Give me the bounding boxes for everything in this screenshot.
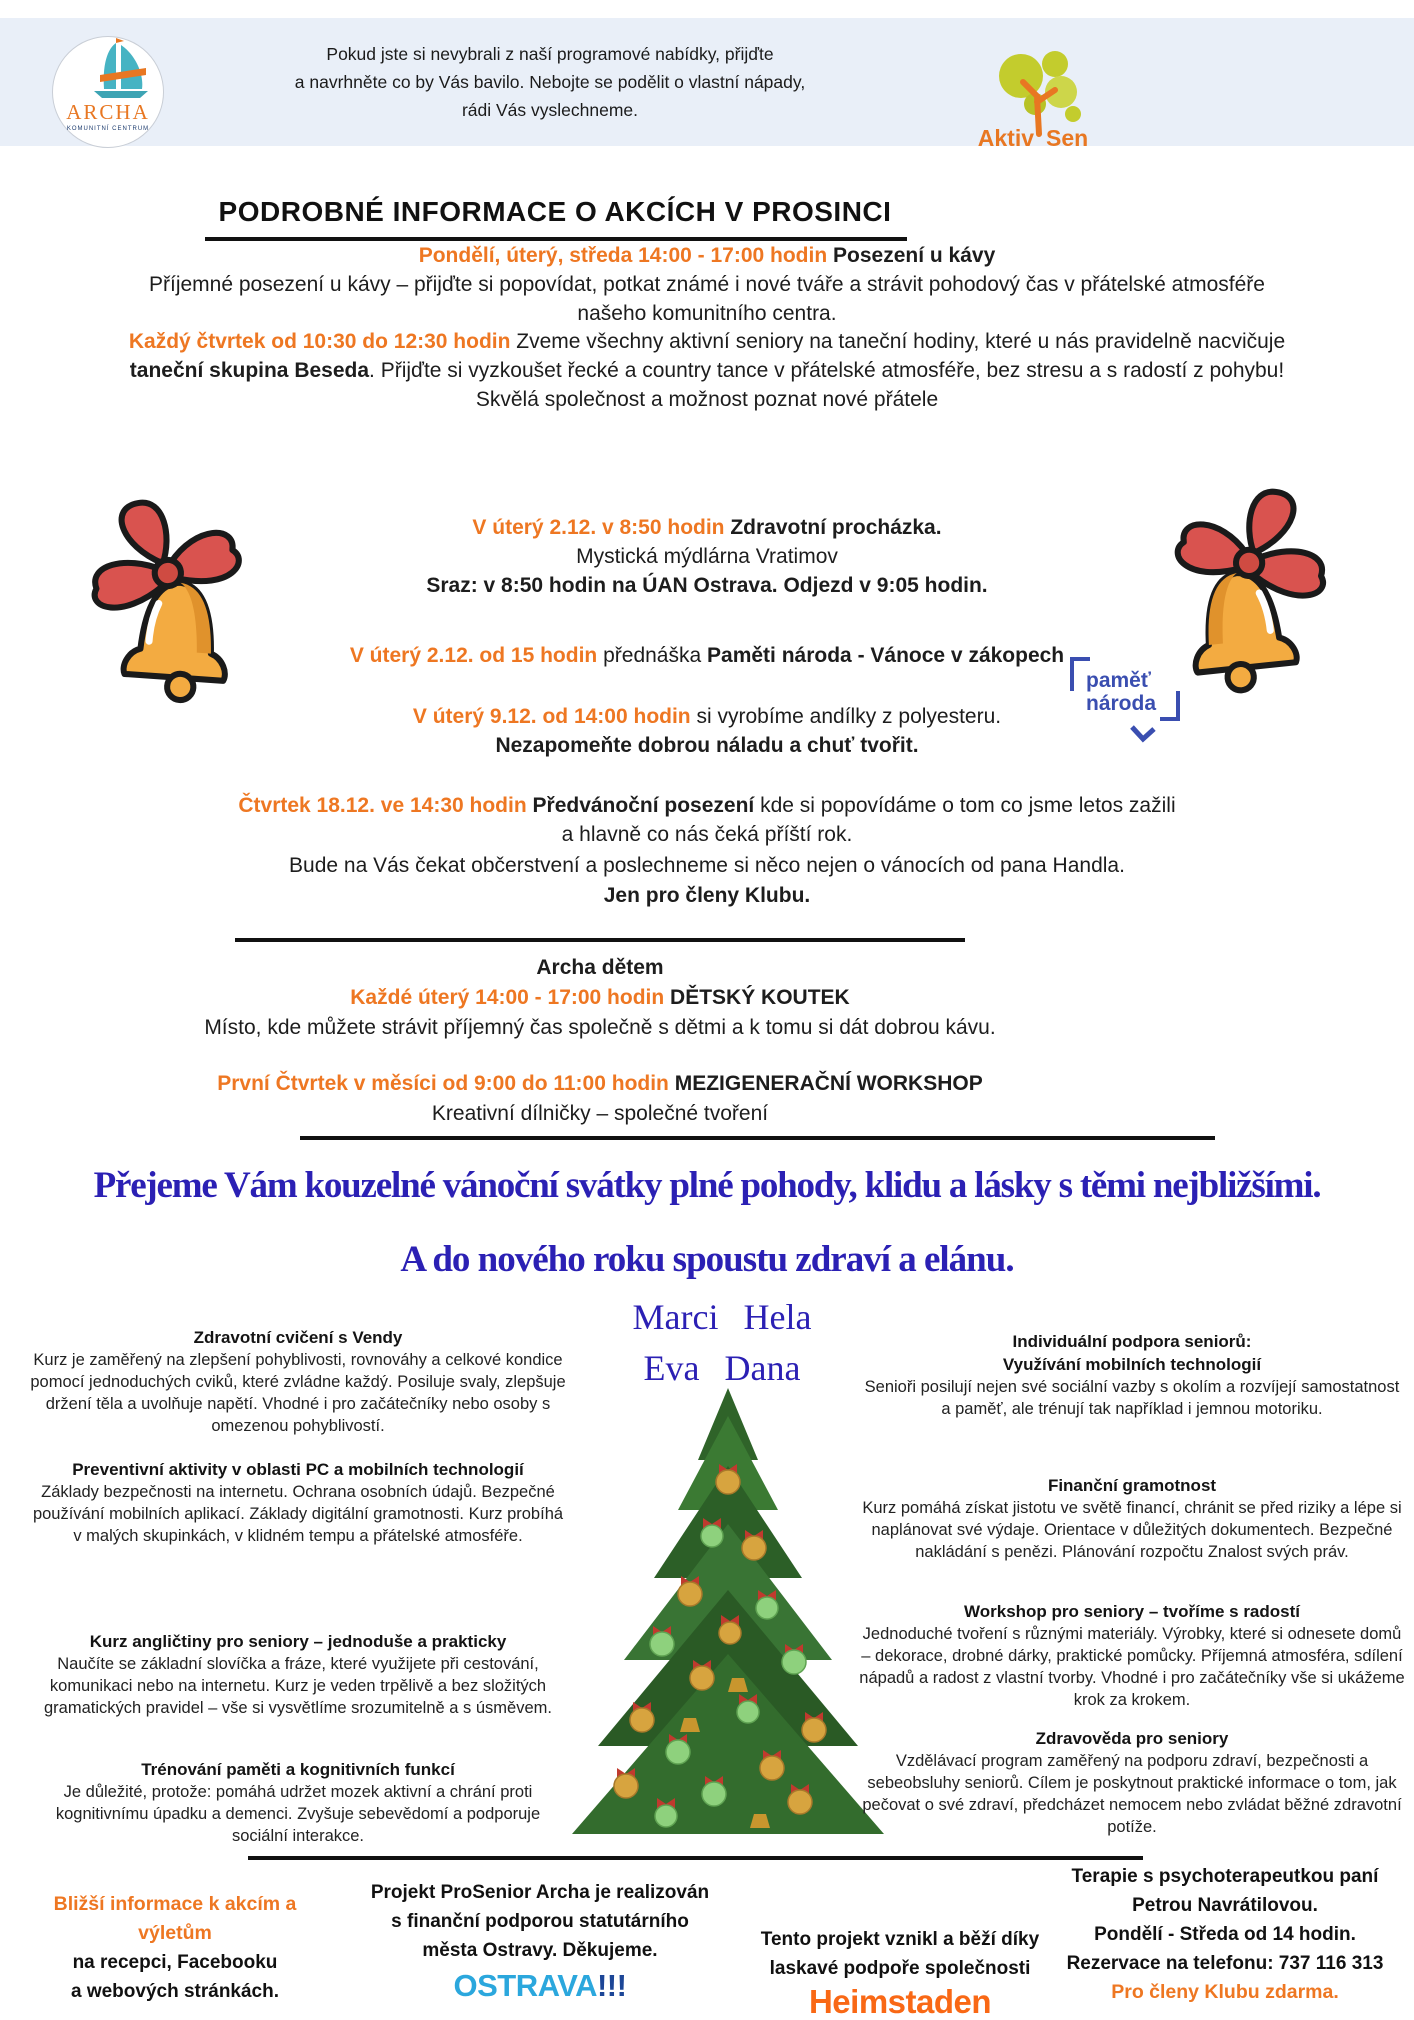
- christmas-tree-image: [562, 1382, 894, 1865]
- event-dance-line2: taneční skupina Beseda. Přijďte si vyzkoušet řecké a country tance v přátelské atmosféře, bez stresu a s radostí z pohybu!: [129, 359, 1285, 382]
- event-angels-line1: V úterý 9.12. od 14:00 hodin si vyrobíme andílky z polyesteru.: [412, 705, 1002, 728]
- intro-text: [270, 40, 830, 124]
- program-block-anglictina: Kurz angličtiny pro seniory – jednoduše a prakticky Naučíte se základní slovíčka a fráze, které využijete při cestování, komunikaci nebo na internetu. Kurz je veden trpělivě a bez složitých gramatických pravidel – vše si vysvětlíme srozumitelně a s úsměvem.: [43, 1632, 552, 1717]
- program-block-podpora: Individuální podpora seniorů: Využívání mobilních technologií Senioři posilují nejen své sociální vazby s okolím a rozvíjejí samostatnost a paměť, ale trénují tak například i jemnou motoriku.: [864, 1332, 1400, 1418]
- signature-names-line1: Marci Hela: [632, 1297, 812, 1337]
- archa-logo-subtitle: KOMUNITNÍ CENTRUM: [66, 126, 150, 132]
- footer-heimstaden: Tento projekt vznikl a běží díky laskavé podpoře společnosti Heimstaden: [710, 1925, 1090, 2016]
- footer-info: Bližší informace k akcím a výletům na recepci, Facebooku a webových stránkách.: [25, 1890, 325, 2006]
- archa-logo-name: ARCHA: [66, 100, 150, 124]
- program-block-finance: Finanční gramotnost Kurz pomáhá získat jistotu ve světě financí, chránit se před riziky a lépe si naplánovat své výdaje. Orientace v důležitých dokumentech. Bezpečné nakládání s penězi. Plánování rozpočtu Znalost svých práv.: [862, 1476, 1402, 1561]
- archa-detem-heading: Archa dětem: [536, 956, 664, 979]
- badge-text: paměť národa: [1086, 669, 1157, 715]
- event-christmas-line4: Jen pro členy Klubu.: [603, 884, 811, 907]
- program-block-cviceni: Zdravotní cvičení s Vendy Kurz je zaměřený na zlepšení pohyblivosti, rovnováhy a celkové kondice pomocí jednoduchých cviků, které zvládne každý. Posiluje svaly, zlepšuje držení těla a uvolňuje napětí. Vhodné i pro začátečníky nebo osoby s omezenou pohyblivostí.: [30, 1328, 566, 1435]
- ostrava-logo: OSTRAVA!!!: [453, 1968, 627, 2003]
- workshop-body: Kreativní dílničky – společné tvoření: [431, 1102, 769, 1125]
- koutek-body: Místo, kde můžete strávit příjemný čas společně s dětmi a k tomu si dát dobrou kávu.: [204, 1016, 996, 1039]
- event-coffee-body: Příjemné posezení u kávy – přijďte si popovídat, potkat známé i nové tváře a strávit pohodový čas v přátelské atmosféře: [149, 273, 1265, 296]
- event-christmas-line2: a hlavně co nás čeká příští rok.: [561, 823, 853, 846]
- event-christmas-line1: Čtvrtek 18.12. ve 14:30 hodin Předvánoční posezení kde si popovídáme o tom co jsme letos zažili: [238, 794, 1176, 817]
- event-walk-heading: V úterý 2.12. v 8:50 hodin Zdravotní procházka.: [472, 516, 942, 539]
- footer-therapy-highlight: Pro členy Klubu zdarma.: [1111, 1981, 1339, 2003]
- koutek-heading: Každé úterý 14:00 - 17:00 hodin DĚTSKÝ KOUTEK: [350, 986, 850, 1009]
- page-title: PODROBNÉ INFORMACE O AKCÍCH V PROSINCI: [218, 196, 892, 227]
- footer-therapy: Terapie s psychoterapeutkou paní Petrou Navrátilovou. Pondělí - Středa od 14 hodin. Rezervace na telefonu: 737 116 313 Pro členy Klubu zdarma.: [1040, 1862, 1410, 2007]
- section-divider: [300, 1136, 1215, 1140]
- intro-line: Pokud jste si nevybrali z naší programové nabídky, přijďte: [326, 44, 774, 64]
- wishes-line1: Přejeme Vám kouzelné vánoční svátky plné pohody, klidu a lásky s těmi nejbližšími.: [93, 1165, 1321, 1206]
- program-block-workshop: Workshop pro seniory – tvoříme s radostí Jednoduché tvoření s různými materiály. Výrobky, které si odnesete domů – dekorace, drobné dárky, praktické pomůcky. Příjemná atmosféra, sdílení nápadů a radost z vlastní tvorby. Vhodné i pro začátečníky vše si ukážeme krok za krokem.: [859, 1602, 1405, 1709]
- footer-info-heading: Bližší informace k akcím a výletům: [53, 1893, 297, 1944]
- aktivsen-tree-icon: [963, 46, 1103, 134]
- wishes-line2: A do nového roku spoustu zdraví a elánu.: [400, 1239, 1014, 1280]
- program-block-pc: Preventivní aktivity v oblasti PC a mobilních technologií Základy bezpečnosti na internetu. Ochrana osobních údajů. Bezpečné používání mobilních aplikací. Základy digitální gramotnosti. Kurz probíhá v malých skupinkách, v klidném tempu a přátelské atmosféře.: [32, 1460, 564, 1545]
- event-lecture-line: V úterý 2.12. od 15 hodin přednáška Paměti národa - Vánoce v zákopech: [349, 644, 1065, 667]
- footer-ostrava: Projekt ProSenior Archa je realizován s finanční podporou statutárního města Ostravy. Děkujeme. OSTRAVA!!!: [350, 1878, 730, 2000]
- intro-line: rádi Vás vyslechneme.: [461, 100, 639, 120]
- signature-names-line2: Eva Dana: [643, 1348, 801, 1388]
- program-block-pamet: Trénování paměti a kognitivních funkcí Je důležité, protože: pomáhá udržet mozek aktivní a chrání proti kognitivnímu úpadku a demenci. Zvyšuje sebevědomí a podporuje sociální interakce.: [55, 1760, 541, 1845]
- intro-line: a navrhněte co by Vás bavilo. Nebojte se podělit o vlastní nápady,: [294, 72, 806, 92]
- event-christmas-line3: Bude na Vás čekat občerstvení a poslechneme si něco nejen o vánocích od pana Handla.: [289, 854, 1125, 877]
- event-coffee-heading: Pondělí, úterý, středa 14:00 - 17:00 hodin Posezení u kávy: [418, 244, 996, 267]
- section-divider: [248, 1856, 1143, 1860]
- event-walk-line3: Sraz: v 8:50 hodin na ÚAN Ostrava. Odjezd v 9:05 hodin.: [426, 574, 988, 597]
- heimstaden-logo: Heimstaden: [808, 1983, 992, 2020]
- event-angels-line2: Nezapomeňte dobrou náladu a chuť tvořit.: [495, 734, 919, 757]
- section-divider: [235, 938, 965, 942]
- aktivsen-logo: [963, 46, 1103, 151]
- program-block-zdravoveda: Zdravověda pro seniory Vzdělávací program zaměřený na podporu zdraví, bezpečnosti a sebeobsluhy seniorů. Cílem je poskytnout praktické informace o tom, jak pečovat o své zdraví, předcházet nemocem nebo zvládat běžné zdravotní potíže.: [862, 1729, 1402, 1836]
- workshop-heading: První Čtvrtek v měsíci od 9:00 do 11:00 hodin MEZIGENERAČNÍ WORKSHOP: [217, 1072, 983, 1095]
- archa-logo: [52, 36, 164, 148]
- event-dance-line3: Skvělá společnost a možnost poznat nové přátele: [475, 388, 939, 411]
- event-dance-line1: Každý čtvrtek od 10:30 do 12:30 hodin Zveme všechny aktivní seniory na taneční hodiny, které u nás pravidelně nacvičuje: [128, 330, 1286, 353]
- archa-boat-icon: [54, 37, 162, 99]
- event-walk-line2: Mystická mýdlárna Vratimov: [576, 545, 838, 568]
- event-coffee-body2: našeho komunitního centra.: [577, 302, 837, 325]
- aktivsen-logo-text: Aktiv Sen: [977, 125, 1089, 151]
